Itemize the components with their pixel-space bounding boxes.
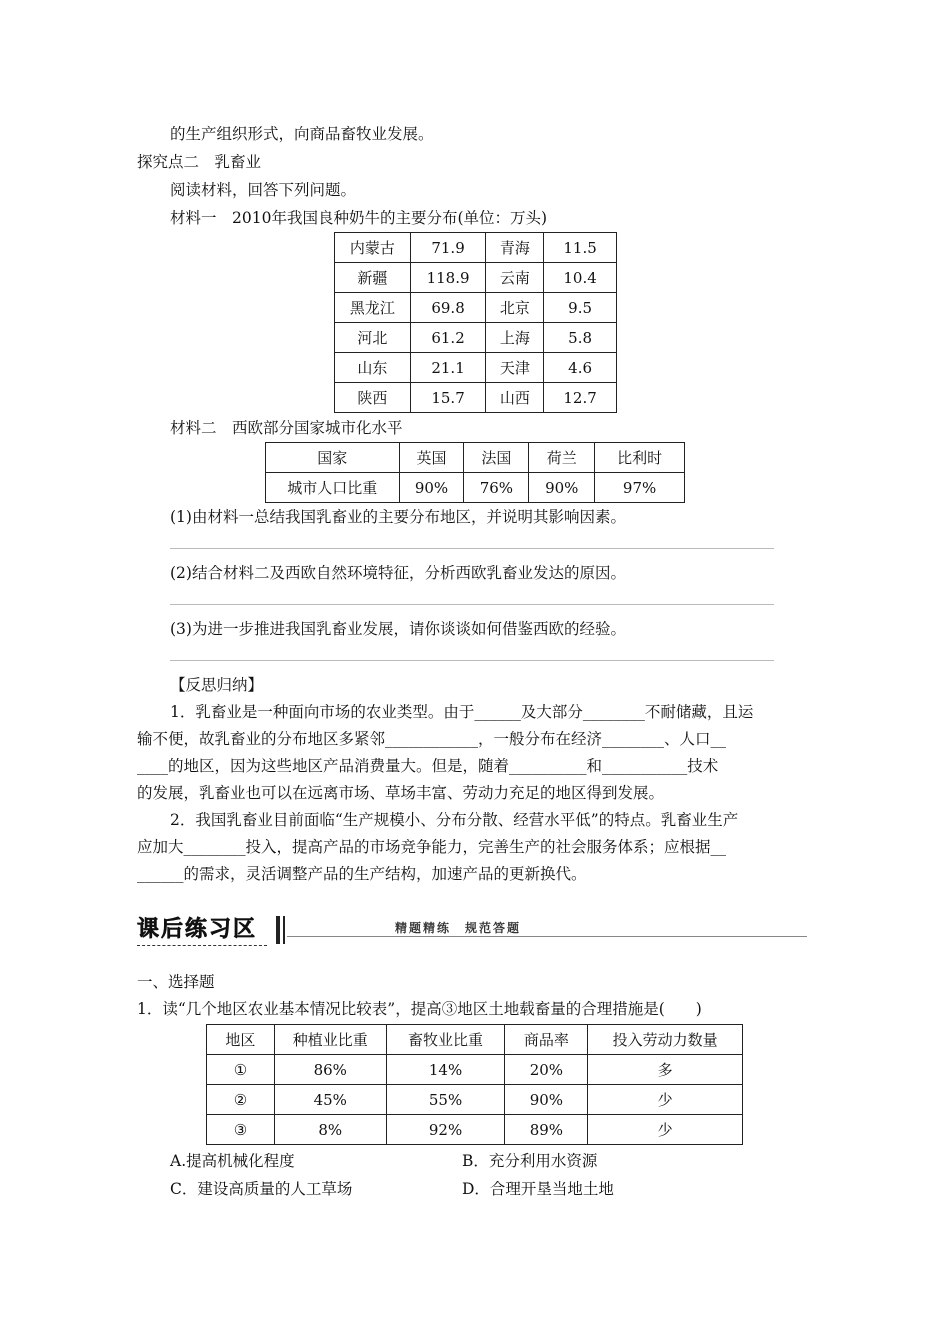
exercise-section: 一、选择题 [137,973,215,991]
value-cell: 12.7 [544,383,617,413]
value-cell: 118.9 [410,263,486,293]
banner-divider [276,916,280,944]
reflection-line: 输不便，故乳畜业的分布地区多紧邻____________，一般分布在经济________、人口__ [137,730,727,748]
row-label-cell: 城市人口比重 [266,473,400,503]
value-cell: 90% [529,473,595,503]
reflection-title: 【反思归纳】 [170,676,264,694]
header-cell: 比利时 [595,443,685,473]
reflection-line: 应加大________投入，提高产品的市场竞争能力，完善生产的社会服务体系；应根据__ [137,838,727,856]
answer-line [170,604,774,605]
material1-caption: 材料一 2010年我国良种奶牛的主要分布(单位：万头) [170,209,548,227]
province-cell: 黑龙江 [335,293,411,323]
table-row [207,1085,743,1115]
province-cell: 山西 [486,383,544,413]
table-row [335,353,617,383]
value-cell: 89% [505,1115,588,1145]
banner-dashed-underline [137,945,267,946]
option-d[interactable]: D．合理开垦当地土地 [462,1180,614,1198]
banner-rule [287,936,807,937]
value-cell: 8% [274,1115,386,1145]
banner-divider [283,916,285,944]
header-cell: 种植业比重 [274,1025,386,1055]
question-3: (3)为进一步推进我国乳畜业发展，请你谈谈如何借鉴西欧的经验。 [170,620,626,638]
value-cell: 11.5 [544,233,617,263]
province-cell: 北京 [486,293,544,323]
header-cell: 商品率 [505,1025,588,1055]
value-cell: 55% [386,1085,505,1115]
value-cell: 97% [595,473,685,503]
table-row [207,1115,743,1145]
instruction: 阅读材料，回答下列问题。 [170,181,357,199]
header-cell: 地区 [207,1025,275,1055]
region-cell: ② [207,1085,275,1115]
exercise-question: 1．读“几个地区农业基本情况比较表”，提高③地区土地载畜量的合理措施是( ) [137,1000,702,1018]
value-cell: 15.7 [410,383,486,413]
answer-line [170,548,774,549]
province-cell: 内蒙古 [335,233,411,263]
value-cell: 10.4 [544,263,617,293]
province-cell: 上海 [486,323,544,353]
value-cell: 45% [274,1085,386,1115]
table-row [335,383,617,413]
table-header-row [266,443,685,473]
value-cell: 92% [386,1115,505,1145]
value-cell: 9.5 [544,293,617,323]
value-cell: 21.1 [410,353,486,383]
value-cell: 4.6 [544,353,617,383]
header-cell: 投入劳动力数量 [588,1025,743,1055]
header-cell: 国家 [266,443,400,473]
section-heading: 探究点二 乳畜业 [137,153,262,171]
value-cell: 5.8 [544,323,617,353]
value-cell: 71.9 [410,233,486,263]
option-a[interactable]: A.提高机械化程度 [170,1152,295,1170]
value-cell: 少 [588,1115,743,1145]
table-row [335,233,617,263]
comparison-table [206,1024,743,1145]
material2-table [265,442,685,503]
value-cell: 90% [399,473,464,503]
table-row [335,293,617,323]
value-cell: 76% [464,473,529,503]
value-cell: 多 [588,1055,743,1085]
region-cell: ③ [207,1115,275,1145]
province-cell: 天津 [486,353,544,383]
value-cell: 69.8 [410,293,486,323]
value-cell: 20% [505,1055,588,1085]
reflection-line: ______的需求，灵活调整产品的生产结构，加速产品的更新换代。 [137,865,587,883]
header-cell: 畜牧业比重 [386,1025,505,1055]
header-cell: 法国 [464,443,529,473]
table-header-row [207,1025,743,1055]
question-2: (2)结合材料二及西欧自然环境特征，分析西欧乳畜业发达的原因。 [170,564,626,582]
option-b[interactable]: B．充分利用水资源 [462,1152,598,1170]
table-row [335,323,617,353]
intro-line: 的生产组织形式，向商品畜牧业发展。 [170,125,434,143]
question-1: (1)由材料一总结我国乳畜业的主要分布地区，并说明其影响因素。 [170,508,626,526]
reflection-line: 的发展，乳畜业也可以在远离市场、草场丰富、劳动力充足的地区得到发展。 [137,784,665,802]
section-banner [137,912,807,952]
province-cell: 云南 [486,263,544,293]
table-row [266,473,685,503]
region-cell: ① [207,1055,275,1085]
header-cell: 英国 [399,443,464,473]
table-row [207,1055,743,1085]
banner-subtitle: 精题精练 规范答题 [395,921,522,935]
value-cell: 90% [505,1085,588,1115]
material1-table [334,232,617,413]
table-row [335,263,617,293]
reflection-line: 2．我国乳畜业目前面临“生产规模小、分布分散、经营水平低”的特点。乳畜业生产 [170,811,739,829]
answer-line [170,660,774,661]
province-cell: 河北 [335,323,411,353]
province-cell: 陕西 [335,383,411,413]
province-cell: 青海 [486,233,544,263]
value-cell: 61.2 [410,323,486,353]
value-cell: 86% [274,1055,386,1085]
reflection-line: ____的地区，因为这些地区产品消费量大。但是，随着__________和___________技术 [137,757,719,775]
province-cell: 新疆 [335,263,411,293]
province-cell: 山东 [335,353,411,383]
header-cell: 荷兰 [529,443,595,473]
value-cell: 少 [588,1085,743,1115]
option-c[interactable]: C．建设高质量的人工草场 [170,1180,353,1198]
reflection-line: 1．乳畜业是一种面向市场的农业类型。由于______及大部分________不耐储藏，且运 [170,703,754,721]
banner-title: 课后练习区 [137,917,258,942]
value-cell: 14% [386,1055,505,1085]
material2-caption: 材料二 西欧部分国家城市化水平 [170,419,403,437]
